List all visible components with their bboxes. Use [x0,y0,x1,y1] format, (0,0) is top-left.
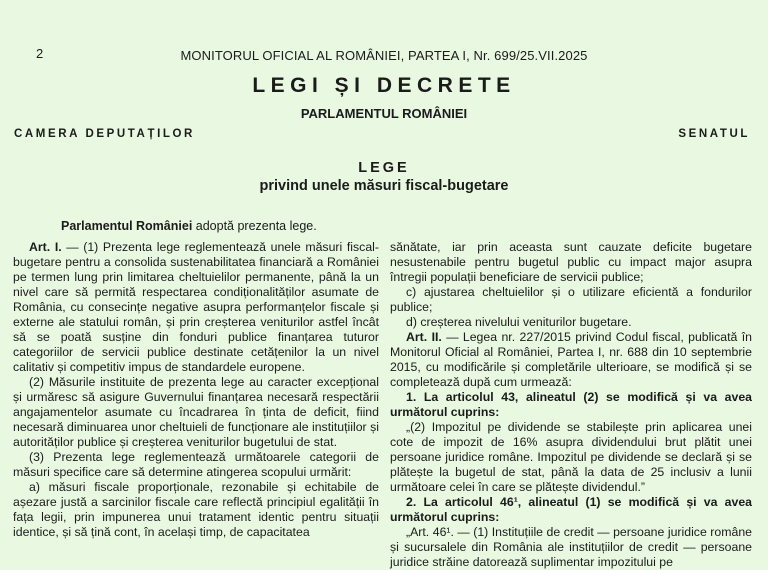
paragraph: Art. I. — (1) Prezenta lege reglementează unele măsuri fiscal-bugetare pentru a consolida sustenabilitatea financiară a României pe termen lung prin limitarea cheltuielilor permanente, până la un nivel care să permită respectarea condiționalităților asumate de România, cu consecințe negative asupra performanțelor fiscale și externe ale statului român, și prin creșterea veniturilor astfel încât să se poată susține din fonduri publice finanțarea tuturor categoriilor de servicii publice destinate cetățenilor la un nivel calitativ și competitiv impus de standardele europene. [13,240,379,374]
paragraph: sănătate, iar prin aceasta sunt cauzate deficite bugetare nesustenabile pentru bugetul public cu impact major asupra întregii populații beneficiare de servicii publice; [390,240,752,284]
document-type: LEGE [358,160,410,176]
section-title: LEGI ȘI DECRETE [252,74,516,97]
chamber-left: CAMERA DEPUTAȚILOR [14,128,195,140]
issuer: PARLAMENTUL ROMÂNIEI [300,106,468,121]
paragraph: c) ajustarea cheltuielilor și o utilizare eficientă a fondurilor publice; [390,285,752,314]
intro-bold: Parlamentul României [61,219,193,233]
article-label: Art. I. [29,240,62,254]
intro-line [61,219,317,233]
paragraph: Art. II. — Legea nr. 227/2015 privind Codul fiscal, publicată în Monitorul Oficial al României, Partea I, nr. 688 din 10 septembrie 2015, cu modificările și completările ulterioare, se modifică și se completează după cum urmează: [390,330,752,389]
paragraph: (2) Măsurile instituite de prezenta lege au caracter excepțional și urmăresc să asigure Guvernului finanțarea necesară respectării angajamentelor asumate cu încadrarea în ținta de deficit, fiind necesară diminuarea unor cheltuieli de funcționare ale instituțiilor și autorităților publice și creșterea veniturilor bugetului de stat. [13,375,379,449]
page-number: 2 [36,46,44,61]
amendment-heading: 1. La articolul 43, alineatul (2) se modifică și va avea următorul cuprins: [390,390,752,419]
document-title: privind unele măsuri fiscal-bugetare [259,178,509,194]
publication-header: MONITORUL OFICIAL AL ROMÂNIEI, PARTEA I, Nr. 699/25.VII.2025 [180,48,588,63]
right-column [390,240,752,570]
amendment-heading: 2. La articolul 46¹, alineatul (1) se modifică și va avea următorul cuprins: [390,495,752,524]
paragraph: „(2) Impozitul pe dividende se stabilește prin aplicarea unei cote de impozit de 16% asupra dividendului brut plătit unei persoane juridice române. Impozitul pe dividende se declară și se plătește la bugetul de stat, până la data de 25 inclusiv a lunii următoare celei în care se plătește dividendul.” [390,420,752,494]
chamber-right: SENATUL [678,128,750,140]
paragraph: d) creșterea nivelului veniturilor bugetare. [406,315,632,329]
paragraph: a) măsuri fiscale proporționale, rezonabile și echitabile de așezare justă a sarcinilor fiscale care reflectă principiul egalității în fața legii, prin impunerea unui tratament identic pentru situații identice, și să țină cont, în același timp, de capacitatea [13,480,379,539]
article-label: Art. II. [406,330,442,344]
paragraph: (3) Prezenta lege reglementează următoarele categorii de măsuri specifice care să determine atingerea scopului urmărit: [13,450,379,479]
intro-rest: adoptă prezenta lege. [192,219,317,233]
left-column [13,240,379,540]
paragraph: „Art. 46¹. — (1) Instituțiile de credit — persoane juridice române și sucursalele din România ale instituțiilor de credit — persoane juridice străine datorează suplimentar impozitului pe [390,525,752,569]
